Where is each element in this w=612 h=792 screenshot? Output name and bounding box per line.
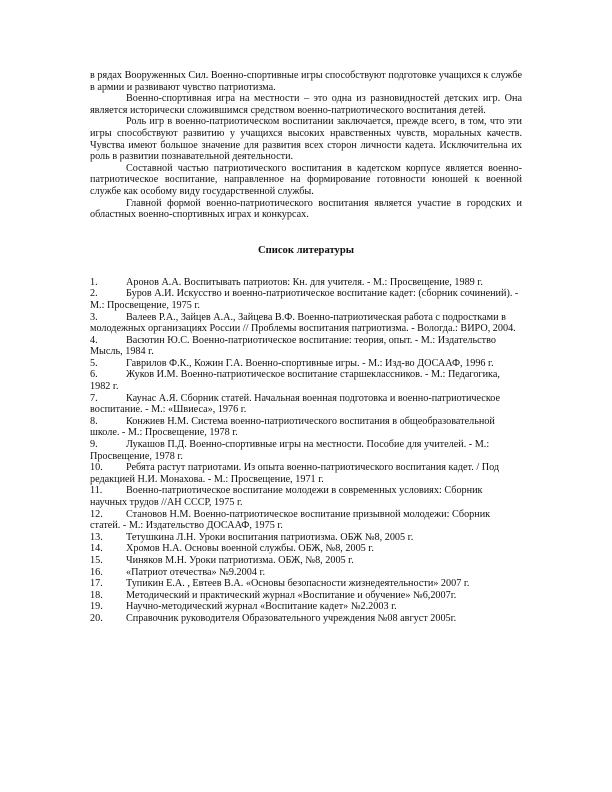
reference-number: 12. bbox=[90, 508, 103, 520]
reference-text: Хромов Н.А. Основы военной службы. ОБЖ, №8, 2005 г. bbox=[126, 543, 374, 555]
reference-item bbox=[90, 532, 522, 544]
paragraph-2: Военно-спортивная игра на местности – это одна из разновидностей детских игр. Она является исторически сложившимся средством военно-патриотического воспитания детей. bbox=[90, 93, 522, 116]
reference-text: Гаврилов Ф.К., Кожин Г.А. Военно-спортивные игры. - М.: Изд-во ДОСААФ, 1996 г. bbox=[126, 357, 494, 369]
reference-text: Лукашов П.Д. Военно-спортивные игры на местности. Пособие для учителей. - М.: Просвещение, 1978 г. bbox=[90, 439, 490, 462]
reference-text: Ребята растут патриотами. Из опыта военно-патриотического воспитания кадет. / Под редакцией Н.И. Монахова. - М.: Просвещение, 1971 г. bbox=[90, 462, 500, 485]
reference-text: Валеев Р.А., Зайцев А.А., Зайцева В.Ф. Военно-патриотическая работа с подростками в молодежных организациях России // Проблемы воспитания патриотизма. - Вологда.: ВИРО, 2004. bbox=[90, 311, 516, 335]
reference-item bbox=[90, 601, 522, 613]
reference-number: 19. bbox=[90, 601, 103, 613]
reference-text: Каунас А.Я. Сборник статей. Начальная военная подготовка и военно-патриотическое воспитание. - М.: «Швиеса», 1976 г. bbox=[90, 392, 500, 416]
reference-number: 2. bbox=[90, 288, 98, 300]
reference-number: 11. bbox=[90, 485, 103, 497]
reference-item bbox=[90, 485, 522, 508]
reference-item bbox=[90, 416, 522, 439]
reference-item bbox=[90, 555, 522, 567]
reference-text: Научно-методический журнал «Воспитание кадет» №2.2003 г. bbox=[126, 601, 397, 613]
references-heading: Список литературы bbox=[257, 244, 354, 256]
reference-number: 14. bbox=[90, 543, 103, 555]
paragraph-4: Составной частью патриотического воспитания в кадетском корпусе является военно-патриотическое воспитание, направленное на формирование готовности юношей к военной службе как особому виду государственной службы. bbox=[90, 162, 522, 197]
reference-number: 8. bbox=[90, 415, 98, 427]
paragraph-1: в рядах Вооруженных Сил. Военно-спортивные игры способствуют подготовке учащихся к службе в армии и развивают чувство патриотизма. bbox=[90, 70, 522, 93]
reference-text: Жуков И.М. Военно-патриотическое воспитание старшеклассников. - М.: Педагогика, 1982 г. bbox=[90, 369, 500, 393]
reference-item bbox=[90, 509, 522, 532]
reference-item bbox=[90, 312, 522, 335]
reference-item bbox=[90, 277, 522, 289]
reference-item bbox=[90, 369, 522, 392]
reference-number: 1. bbox=[90, 276, 98, 288]
reference-item bbox=[90, 613, 522, 625]
reference-number: 17. bbox=[90, 578, 103, 590]
reference-number: 3. bbox=[90, 311, 98, 323]
reference-text: Тупикин Е.А. , Евтеев В.А. «Основы безопасности жизнедеятельности» 2007 г. bbox=[126, 578, 470, 590]
reference-number: 7. bbox=[90, 392, 98, 404]
reference-item bbox=[90, 358, 522, 370]
reference-number: 6. bbox=[90, 369, 98, 381]
reference-number: 5. bbox=[90, 357, 98, 369]
reference-item bbox=[90, 543, 522, 555]
reference-item bbox=[90, 335, 522, 358]
reference-number: 20. bbox=[90, 612, 103, 624]
reference-number: 16. bbox=[90, 566, 103, 578]
reference-text: Тетушкина Л.Н. Уроки воспитания патриотизма. ОБЖ №8, 2005 г. bbox=[126, 531, 414, 543]
reference-number: 18. bbox=[90, 589, 103, 601]
reference-item bbox=[90, 578, 522, 590]
reference-text: Буров А.И. Искусство и военно-патриотическое воспитание кадет: (сборник сочинений). - М.: Просвещение, 1975 г. bbox=[90, 288, 519, 311]
reference-number: 4. bbox=[90, 334, 98, 346]
reference-text: Аронов А.А. Воспитывать патриотов: Кн. для учителя. - М.: Просвещение, 1989 г. bbox=[126, 276, 483, 288]
reference-item bbox=[90, 439, 522, 462]
reference-item bbox=[90, 590, 522, 602]
reference-item bbox=[90, 462, 522, 485]
reference-item bbox=[90, 567, 522, 579]
reference-text: Конжиев Н.М. Система военно-патриотического воспитания в общеобразовательной школе. - М.: Просвещение, 1978 г. bbox=[90, 415, 495, 439]
reference-text: Методический и практический журнал «Воспитание и обучение» №6,2007г. bbox=[126, 589, 457, 601]
reference-text: Васютин Ю.С. Военно-патриотическое воспитание: теория, опыт. - М.: Издательство Мысль, 1984 г. bbox=[90, 334, 496, 358]
reference-number: 9. bbox=[90, 439, 98, 451]
reference-text: Справочник руководителя Образовательного учреждения №08 август 2005г. bbox=[126, 612, 457, 624]
reference-number: 13. bbox=[90, 531, 103, 543]
reference-number: 10. bbox=[90, 462, 103, 474]
reference-text: Становов Н.М. Военно-патриотическое воспитание призывной молодежи: Сборник статей. - М.: Издательство ДОСААФ, 1975 г. bbox=[90, 508, 491, 532]
references-list bbox=[90, 277, 522, 625]
paragraph-5: Главной формой военно-патриотического воспитания является участие в городских и областных военно-спортивных играх и конкурсах. bbox=[90, 197, 522, 221]
reference-item bbox=[90, 288, 522, 311]
reference-text: Военно-патриотическое воспитание молодежи в современных условиях: Сборник научных трудов //АН СССР, 1975 г. bbox=[90, 485, 483, 508]
reference-text: Чиняков М.Н. Уроки патриотизма. ОБЖ, №8, 2005 г. bbox=[126, 554, 354, 566]
paragraph-3: Роль игр в военно-патриотическом воспитании заключается, прежде всего, в том, что эти игры способствуют развитию у учащихся высоких нравственных чувств, моральных качеств. Чувства имеют большое значение для развития всех сторон личности кадета. Исключительна их роль в развитии познавательной деятельности. bbox=[90, 116, 522, 163]
reference-item bbox=[90, 393, 522, 416]
reference-number: 15. bbox=[90, 554, 103, 566]
reference-text: «Патриот отечества» №9.2004 г. bbox=[126, 566, 266, 578]
document-page bbox=[90, 70, 522, 625]
body-text bbox=[90, 70, 522, 221]
